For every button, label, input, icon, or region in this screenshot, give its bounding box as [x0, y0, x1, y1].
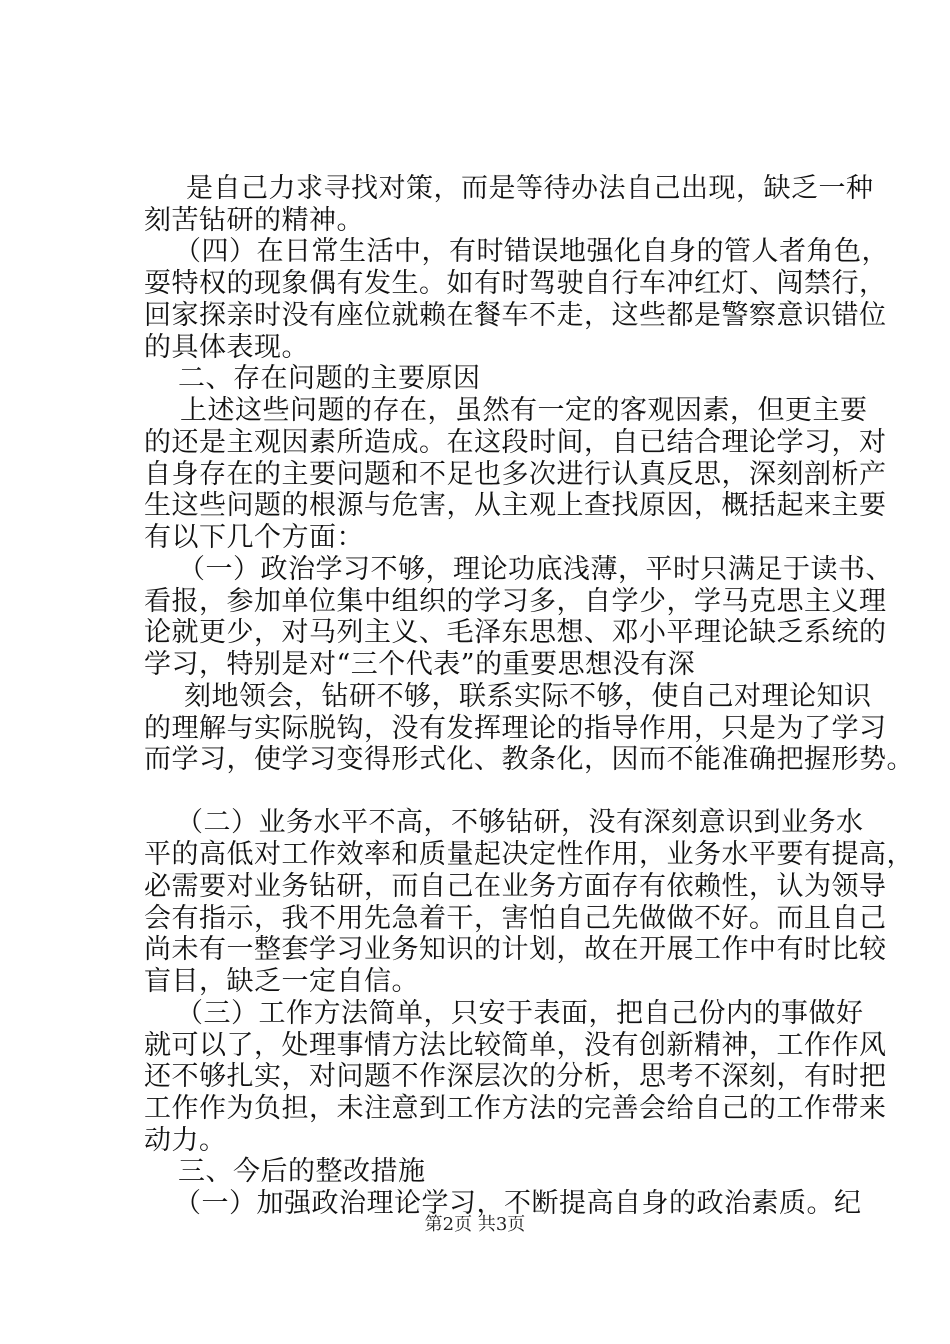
text-line-9: 的还是主观因素所造成。在这段时间，自已结合理论学习，对 — [144, 427, 887, 458]
text-line-1: 是自己力求寻找对策，而是等待办法自己出现，缺乏一种 — [186, 173, 874, 204]
text-line-24: 尚未有一整套学习业务知识的计划，故在开展工作中有时比较 — [144, 934, 887, 965]
text-line-27: 就可以了，处理事情方法比较简单，没有创新精神，工作作风 — [144, 1030, 887, 1061]
text-line-32: （一）加强政治理论学习，不断提高自身的政治素质。纪 — [174, 1188, 862, 1219]
text-line-10: 自身存在的主要问题和不足也多次进行认真反思，深刻剖析产 — [144, 459, 887, 490]
text-line-4: 耍特权的现象偶有发生。如有时驾驶自行车冲红灯、闯禁行， — [144, 268, 887, 299]
page-footer: 第2页 共3页 — [424, 1214, 526, 1235]
text-line-20: （二）业务水平不高，不够钻研，没有深刻意识到业务水 — [176, 807, 864, 838]
text-line-30: 动力。 — [144, 1125, 227, 1156]
text-line-13: （一）政治学习不够，理论功底浅薄，平时只满足于读书、 — [178, 554, 893, 585]
text-line-16: 学习，特别是对“三个代表”的重要思想没有深 — [144, 649, 696, 680]
text-line-26: （三）工作方法简单，只安于表面，把自己份内的事做好 — [176, 998, 864, 1029]
section-heading-2: 二、存在问题的主要原因 — [178, 363, 481, 394]
text-line-18: 的理解与实际脱钩，没有发挥理论的指导作用，只是为了学习 — [144, 713, 887, 744]
text-line-22: 必需要对业务钻研，而自己在业务方面存有依赖性，认为领导 — [144, 871, 887, 902]
text-line-21: 平的高低对工作效率和质量起决定性作用，业务水平要有提高， — [144, 839, 914, 870]
text-line-11: 生这些问题的根源与危害，从主观上查找原因，概括起来主要 — [144, 490, 887, 521]
text-line-3: （四）在日常生活中，有时错误地强化自身的管人者角色， — [174, 236, 889, 267]
text-line-15: 论就更少，对马列主义、毛泽东思想、邓小平理论缺乏系统的 — [144, 617, 887, 648]
text-line-12: 有以下几个方面： — [144, 522, 364, 553]
text-line-29: 工作作为负担，未注意到工作方法的完善会给自己的工作带来 — [144, 1093, 887, 1124]
text-line-28: 还不够扎实，对问题不作深层次的分析，思考不深刻，有时把 — [144, 1061, 887, 1092]
section-heading-3: 三、今后的整改措施 — [178, 1156, 426, 1187]
text-line-8: 上述这些问题的存在，虽然有一定的客观因素，但更主要 — [180, 395, 868, 426]
text-line-2: 刻苦钻研的精神。 — [144, 205, 364, 236]
text-line-6: 的具体表现。 — [144, 332, 309, 363]
text-line-5: 回家探亲时没有座位就赖在餐车不走，这些都是警察意识错位 — [144, 300, 887, 331]
text-line-14: 看报，参加单位集中组织的学习多，自学少，学马克思主义理 — [144, 586, 887, 617]
text-line-25: 盲目，缺乏一定自信。 — [144, 966, 419, 997]
text-line-17: 刻地领会，钻研不够，联系实际不够，使自己对理论知识 — [184, 681, 872, 712]
text-line-19: 而学习，使学习变得形式化、教条化，因而不能准确把握形势。 — [144, 744, 914, 775]
text-line-23: 会有指示，我不用先急着干，害怕自己先做做不好。而且自己 — [144, 903, 887, 934]
